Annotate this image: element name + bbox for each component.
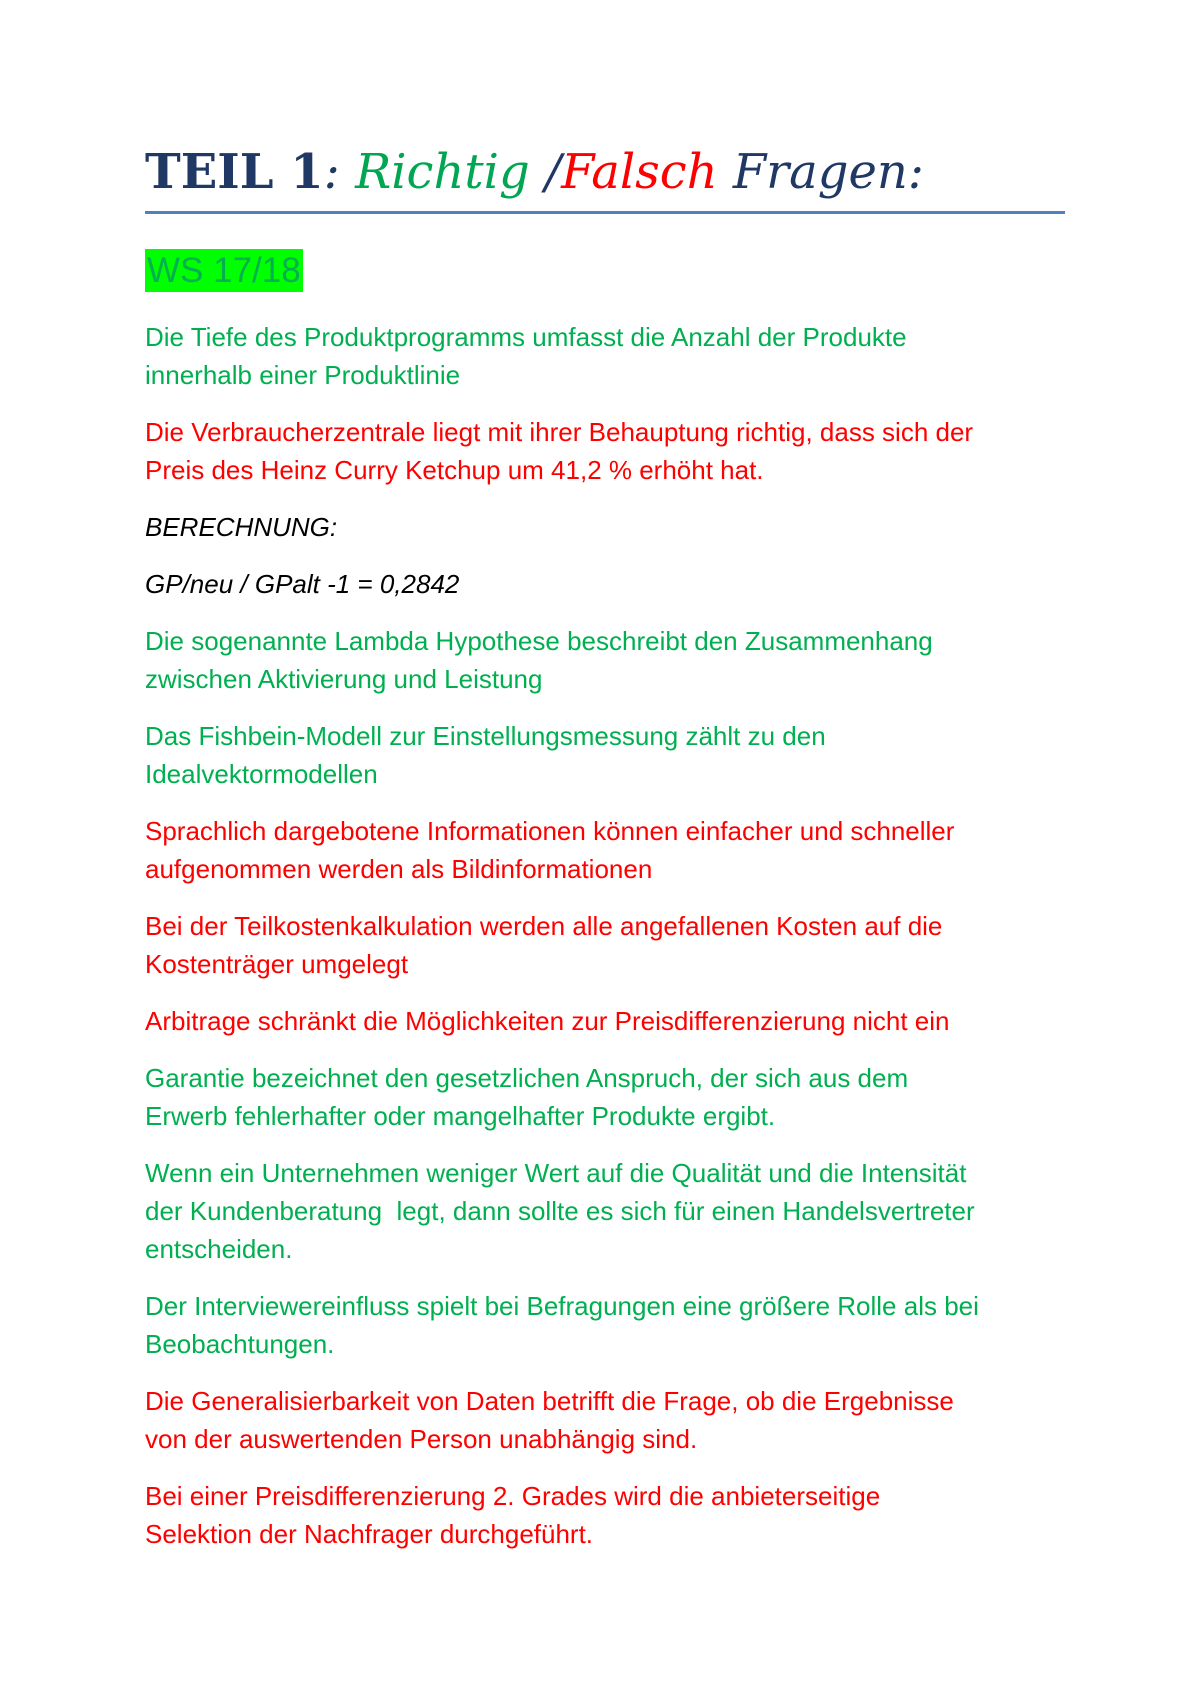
title-richtig: Richtig bbox=[355, 144, 530, 200]
statement-item bbox=[145, 565, 1065, 603]
statement-line: innerhalb einer Produktlinie bbox=[145, 360, 461, 390]
statement-list bbox=[145, 318, 1065, 1572]
statement-line: von der auswertenden Person unabhängig sind. bbox=[145, 1424, 698, 1454]
statement-line: Preis des Heinz Curry Ketchup um 41,2 % erhöht hat. bbox=[145, 455, 764, 485]
statement-item bbox=[145, 907, 1065, 983]
statement-item bbox=[145, 413, 1065, 489]
statement-line: BERECHNUNG: bbox=[145, 512, 338, 542]
statement-line: Idealvektormodellen bbox=[145, 759, 378, 789]
statement-line: Wenn ein Unternehmen weniger Wert auf die Qualität und die Intensität bbox=[145, 1158, 967, 1188]
statement-line: Erwerb fehlerhafter oder mangelhafter Produkte ergibt. bbox=[145, 1101, 776, 1131]
statement-line: Bei einer Preisdifferenzierung 2. Grades wird die anbieterseitige bbox=[145, 1481, 881, 1511]
statement-item bbox=[145, 622, 1065, 698]
statement-line: Selektion der Nachfrager durchgeführt. bbox=[145, 1519, 594, 1549]
statement-line: der Kundenberatung legt, dann sollte es sich für einen Handelsvertreter bbox=[145, 1196, 975, 1226]
semester-highlight-label: WS 17/18 bbox=[147, 251, 301, 290]
statement-line: GP/neu / GPalt -1 = 0,2842 bbox=[145, 569, 460, 599]
statement-line: Die Verbraucherzentrale liegt mit ihrer Behauptung richtig, dass sich der bbox=[145, 417, 974, 447]
statement-item bbox=[145, 1382, 1065, 1458]
statement-item bbox=[145, 1154, 1065, 1268]
statement-item bbox=[145, 1002, 1065, 1040]
statement-line: Die sogenannte Lambda Hypothese beschreibt den Zusammenhang bbox=[145, 626, 933, 656]
title-underline-divider bbox=[145, 211, 1065, 214]
statement-line: zwischen Aktivierung und Leistung bbox=[145, 664, 543, 694]
title-falsch: Falsch bbox=[561, 144, 718, 200]
statement-item bbox=[145, 1287, 1065, 1363]
title-fragen: Fragen: bbox=[717, 144, 924, 200]
statement-line: entscheiden. bbox=[145, 1234, 293, 1264]
statement-line: Garantie bezeichnet den gesetzlichen Anspruch, der sich aus dem bbox=[145, 1063, 909, 1093]
statement-item bbox=[145, 717, 1065, 793]
statement-line: Arbitrage schränkt die Möglichkeiten zur Preisdifferenzierung nicht ein bbox=[145, 1006, 950, 1036]
statement-line: Bei der Teilkostenkalkulation werden alle angefallenen Kosten auf die bbox=[145, 911, 943, 941]
statement-item bbox=[145, 508, 1065, 546]
statement-line: Die Generalisierbarkeit von Daten betrifft die Frage, ob die Ergebnisse bbox=[145, 1386, 954, 1416]
statement-item bbox=[145, 1059, 1065, 1135]
title-colon: : bbox=[323, 144, 356, 200]
statement-line: Sprachlich dargebotene Informationen können einfacher und schneller bbox=[145, 816, 955, 846]
statement-line: Das Fishbein-Modell zur Einstellungsmessung zählt zu den bbox=[145, 721, 826, 751]
title-part-label: TEIL 1 bbox=[145, 144, 324, 200]
statement-line: Kostenträger umgelegt bbox=[145, 949, 409, 979]
statement-item bbox=[145, 812, 1065, 888]
statement-item bbox=[145, 1477, 1065, 1553]
statement-line: Beobachtungen. bbox=[145, 1329, 335, 1359]
title-slash: / bbox=[529, 144, 562, 200]
statement-line: Die Tiefe des Produktprogramms umfasst die Anzahl der Produkte bbox=[145, 322, 907, 352]
page-title bbox=[145, 142, 924, 202]
statement-line: aufgenommen werden als Bildinformationen bbox=[145, 854, 653, 884]
statement-item bbox=[145, 318, 1065, 394]
statement-line: Der Interviewereinfluss spielt bei Befragungen eine größere Rolle als bei bbox=[145, 1291, 979, 1321]
